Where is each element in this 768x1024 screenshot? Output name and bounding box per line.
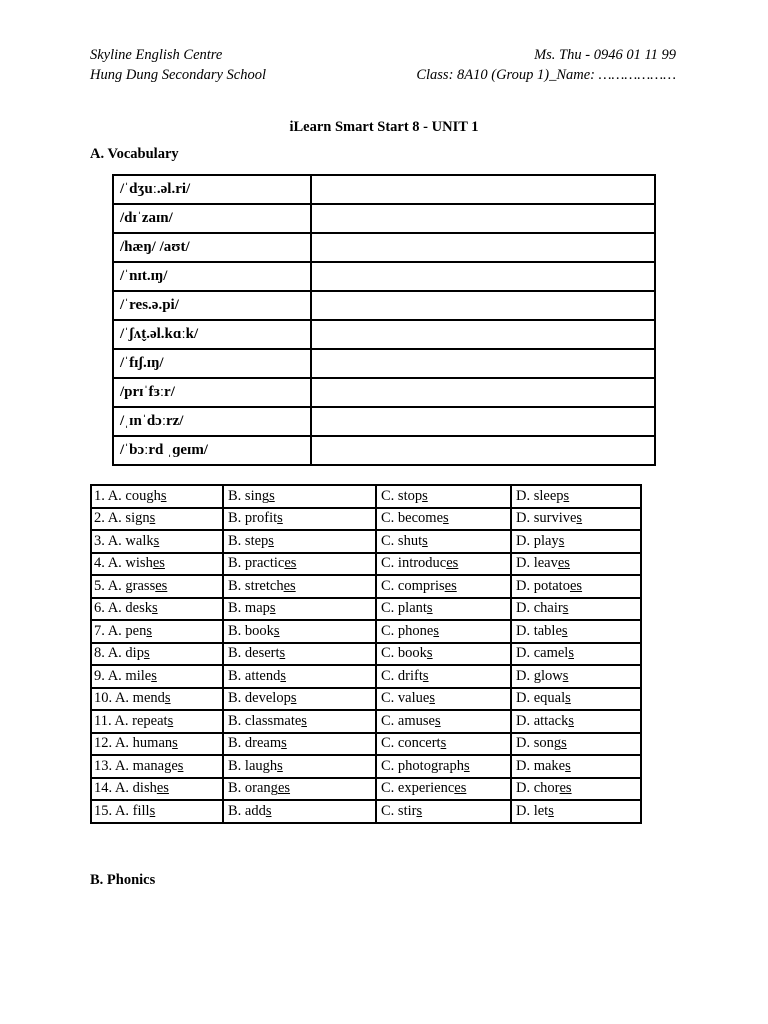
phonics-option [511,598,641,621]
section-b-heading: B. Phonics [90,872,156,888]
phonics-option [376,485,511,508]
underlined-ending: s [279,645,286,662]
option-word: D. leav [516,555,558,572]
phonics-row [91,755,641,778]
option-word: 3. A. walk [94,532,154,549]
vocab-ipa: /ˈʃʌt̬.əl.kɑːk/ [113,320,311,349]
vocab-row [113,349,655,378]
option-word: D. let [516,802,549,819]
header-right [416,45,676,85]
option-word: C. value [381,690,430,707]
vocab-ipa: /prɪˈfɜːr/ [113,378,311,407]
phonics-row [91,643,641,666]
underlined-ending: s [280,667,287,684]
vocab-ipa: /ˈres.ə.pi/ [113,291,311,320]
phonics-option [511,620,641,643]
phonics-option [223,530,376,553]
option-word: B. add [228,802,266,819]
underlined-ending: s [565,690,571,707]
phonics-option [511,508,641,531]
option-word: C. introduc [381,555,447,572]
vocab-ipa: /ˌɪnˈdɔːrz/ [113,407,311,436]
underlined-ending: s [426,600,433,617]
option-word: C. photograph [381,757,464,774]
phonics-option [91,733,223,756]
option-word: 10. A. mend [94,690,165,707]
option-word: D. song [516,735,562,752]
option-word: B. step [228,532,269,549]
vocab-meaning-blank[interactable] [311,407,655,436]
option-word: C. compris [381,577,445,594]
option-word: B. classmate [228,712,302,729]
phonics-row [91,530,641,553]
phonics-option [91,800,223,823]
underlined-ending: s [434,712,441,729]
vocab-row [113,204,655,233]
phonics-row [91,598,641,621]
underlined-ending: s [143,645,150,662]
underlined-ending: s [265,802,272,819]
vocab-meaning-blank[interactable] [311,378,655,407]
vocab-row [113,378,655,407]
phonics-option [376,553,511,576]
vocab-row [113,407,655,436]
vocab-ipa: /ˈbɔːrd ˌɡeɪm/ [113,436,311,465]
underlined-ending: s [151,667,157,684]
underlined-ending: s [268,532,274,549]
vocab-row [113,436,655,465]
underlined-ending: s [167,712,174,729]
phonics-option [91,485,223,508]
vocab-ipa: /dɪˈzaɪn/ [113,204,311,233]
phonics-option [376,778,511,801]
option-word: 5. A. grass [94,577,156,594]
vocab-meaning-blank[interactable] [311,233,655,262]
option-word: B. orang [228,780,278,797]
option-word: C. book [381,645,427,662]
underlined-ending: s [422,487,428,504]
underlined-ending: s [290,690,297,707]
phonics-option [376,733,511,756]
phonics-option [511,643,641,666]
vocab-row [113,233,655,262]
underlined-ending: es [283,577,296,594]
option-word: C. stir [381,802,417,819]
underlined-ending: s [269,487,275,504]
phonics-option [511,575,641,598]
section-a-heading: A. Vocabulary [90,146,179,162]
phonics-row [91,665,641,688]
underlined-ending: es [446,555,459,572]
vocab-meaning-blank[interactable] [311,204,655,233]
option-word: C. experienc [381,780,455,797]
centre-name: Skyline English Centre [90,47,223,63]
underlined-ending: s [281,735,287,752]
option-word: B. book [228,622,274,639]
vocab-meaning-blank[interactable] [311,320,655,349]
option-word: 13. A. manage [94,757,178,774]
underlined-ending: es [152,555,165,572]
underlined-ending: s [429,690,435,707]
underlined-ending: s [561,735,567,752]
phonics-option [376,710,511,733]
phonics-option [223,575,376,598]
underlined-ending: es [569,577,583,594]
vocab-meaning-blank[interactable] [311,262,655,291]
phonics-option [376,755,511,778]
phonics-option [223,485,376,508]
phonics-option [511,755,641,778]
underlined-ending: es [277,780,291,797]
underlined-ending: s [164,690,171,707]
phonics-option [376,620,511,643]
header-left [90,45,266,85]
underlined-ending: s [416,802,423,819]
phonics-option [91,598,223,621]
underlined-ending: s [433,622,440,639]
underlined-ending: s [440,735,447,752]
phonics-option [223,508,376,531]
vocab-ipa: /ˈdʒuː.əl.ri/ [113,175,311,204]
option-word: 15. A. fill [94,802,150,819]
phonics-option [511,665,641,688]
option-word: C. become [381,510,444,527]
class-name-line: Class: 8A10 (Group 1)_Name: ……………… [416,67,676,83]
phonics-option [376,665,511,688]
phonics-option [511,710,641,733]
option-word: D. camel [516,645,569,662]
vocab-ipa: /ˈfɪʃ.ɪŋ/ [113,349,311,378]
option-word: 8. A. dip [94,645,144,662]
underlined-ending: s [558,532,565,549]
vocab-ipa: /ˈnɪt.ɪŋ/ [113,262,311,291]
phonics-row [91,778,641,801]
phonics-option [223,553,376,576]
option-word: C. plant [381,600,427,617]
phonics-option [91,508,223,531]
underlined-ending: s [568,712,574,729]
option-word: B. map [228,600,270,617]
option-word: 6. A. desk [94,600,152,617]
phonics-option [223,620,376,643]
page-title: iLearn Smart Start 8 - UNIT 1 [289,119,479,135]
phonics-option [511,553,641,576]
underlined-ending: s [301,712,307,729]
phonics-option [91,778,223,801]
option-word: B. attend [228,667,281,684]
option-word: D. survive [516,510,577,527]
phonics-row [91,710,641,733]
phonics-option [376,688,511,711]
underlined-ending: s [149,802,156,819]
underlined-ending: s [160,487,167,504]
option-word: D. equal [516,690,566,707]
underlined-ending: s [153,532,160,549]
underlined-ending: s [277,757,283,774]
phonics-row [91,620,641,643]
underlined-ending: s [146,622,153,639]
underlined-ending: es [559,780,572,797]
underlined-ending: s [422,532,428,549]
phonics-option [511,778,641,801]
option-word: C. stop [381,487,423,504]
phonics-table [90,484,642,824]
phonics-option [376,508,511,531]
phonics-option [223,665,376,688]
underlined-ending: s [277,510,283,527]
option-word: 1. A. cough [94,487,161,504]
phonics-option [511,688,641,711]
underlined-ending: s [563,487,570,504]
phonics-row [91,485,641,508]
option-word: 12. A. human [94,735,173,752]
underlined-ending: s [177,757,184,774]
underlined-ending: s [269,600,276,617]
option-word: B. sing [228,487,270,504]
phonics-option [223,800,376,823]
vocab-meaning-blank[interactable] [311,291,655,320]
option-word: D. potato [516,577,570,594]
phonics-option [91,710,223,733]
option-word: B. practic [228,555,285,572]
underlined-ending: es [444,577,457,594]
underlined-ending: es [284,555,297,572]
phonics-option [223,710,376,733]
option-word: D. play [516,532,559,549]
phonics-row [91,553,641,576]
underlined-ending: s [576,510,583,527]
option-word: C. phone [381,622,434,639]
underlined-ending: s [561,622,568,639]
phonics-row [91,733,641,756]
option-word: D. attack [516,712,569,729]
vocab-meaning-blank[interactable] [311,175,655,204]
option-word: D. table [516,622,562,639]
underlined-ending: s [565,757,571,774]
phonics-option [511,485,641,508]
underlined-ending: es [557,555,570,572]
phonics-option [91,665,223,688]
phonics-option [511,530,641,553]
phonics-option [376,530,511,553]
phonics-option [376,575,511,598]
option-word: 11. A. repeat [94,712,168,729]
option-word: B. stretch [228,577,284,594]
phonics-option [91,755,223,778]
option-word: 4. A. wish [94,555,153,572]
option-word: D. glow [516,667,563,684]
option-word: B. laugh [228,757,278,774]
option-word: 7. A. pen [94,622,147,639]
underlined-ending: es [155,577,168,594]
underlined-ending: s [152,600,158,617]
phonics-option [91,575,223,598]
option-word: 2. A. sign [94,510,150,527]
phonics-option [223,778,376,801]
vocabulary-table [112,174,656,466]
phonics-row [91,688,641,711]
underlined-ending: s [172,735,178,752]
underlined-ending: s [443,510,449,527]
phonics-option [223,598,376,621]
phonics-option [223,755,376,778]
phonics-row [91,800,641,823]
phonics-option [511,733,641,756]
vocab-meaning-blank[interactable] [311,436,655,465]
phonics-option [223,688,376,711]
vocab-row [113,175,655,204]
phonics-option [91,688,223,711]
underlined-ending: s [548,802,554,819]
option-word: C. concert [381,735,441,752]
phonics-option [376,598,511,621]
school-name: Hung Dung Secondary School [90,67,266,83]
underlined-ending: s [273,622,280,639]
vocab-meaning-blank[interactable] [311,349,655,378]
underlined-ending: s [562,667,569,684]
option-word: C. amuse [381,712,435,729]
teacher-contact: Ms. Thu - 0946 01 11 99 [534,47,676,63]
phonics-row [91,575,641,598]
phonics-option [511,800,641,823]
phonics-option [91,620,223,643]
underlined-ending: s [149,510,156,527]
underlined-ending: s [463,757,470,774]
phonics-option [91,530,223,553]
phonics-option [223,643,376,666]
option-word: D. chair [516,600,563,617]
underlined-ending: s [568,645,574,662]
vocab-row [113,291,655,320]
phonics-option [223,733,376,756]
phonics-option [91,643,223,666]
underlined-ending: es [454,780,467,797]
option-word: 14. A. dish [94,780,157,797]
phonics-option [91,553,223,576]
option-word: C. shut [381,532,423,549]
underlined-ending: s [562,600,569,617]
option-word: B. develop [228,690,291,707]
vocab-ipa: /hæŋ/ /aʊt/ [113,233,311,262]
phonics-option [376,643,511,666]
underlined-ending: s [422,667,429,684]
vocab-row [113,320,655,349]
option-word: B. dream [228,735,282,752]
option-word: C. drift [381,667,423,684]
underlined-ending: es [156,780,169,797]
underlined-ending: s [426,645,433,662]
option-word: D. make [516,757,566,774]
option-word: B. profit [228,510,278,527]
phonics-row [91,508,641,531]
vocab-row [113,262,655,291]
option-word: D. sleep [516,487,564,504]
phonics-option [376,800,511,823]
option-word: B. desert [228,645,280,662]
option-word: 9. A. mile [94,667,152,684]
option-word: D. chor [516,780,560,797]
